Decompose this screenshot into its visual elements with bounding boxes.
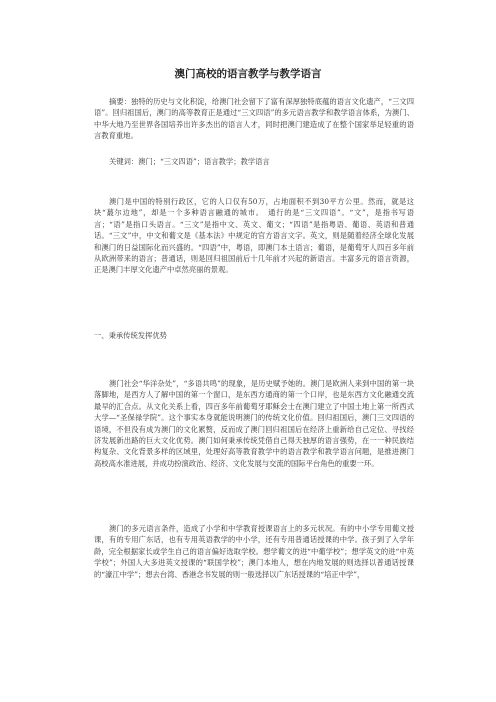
paper-title: 澳门高校的语言教学与教学语言 [174, 68, 322, 80]
section-heading: 一、秉承传统发挥优势 [94, 331, 167, 340]
body-paragraph: 澳门社会“华洋杂处”，“多语共鸣”的现象，是历史赋予她的。澳门是欧洲人来到中国的第一块落脚地，是西方人了解中国的第一个窗口，是东西方通商的第一个口岸，也是东西方文化融通交流最早的汇合点。从文化关系上看，四百多年前葡萄牙耶稣会士在澳门建立了中国土地上第一所西式大学—“圣保禄学院”。这个事实本身就能说明澳门的传统文化价值。回归祖国后，澳门三文四语的语境，不但没有成为澳门的文化累赘，反而成了澳门回归祖国后在经济上重新给自己定位、寻找经济发展新出路的巨大文化优势。澳门如何秉承传统凭借自己得天独厚的语言强势，在一一种民族结构复杂、文化背景多样的区域里，处理好高等教育教学中的语言教学和教学语言问题，是推进澳门高校高水准进展，并成功扮演政治、经济、文化发展与交流的国际平台角色的重要一环。 [94, 379, 414, 468]
body-paragraph: 澳门的多元语言条件，造成了小学和中学教育授课语言上的多元状况。有的中小学专用葡文授课，有的专用广东话，也有专用英语教学的中小学，还有专用普通话授课的中学。孩子到了入学年龄，完全根据家长或学生自己的语言偏好选取学校。想学葡文的进“中葡学校”；想学英文的进“中英学校”；外国人大多进英文授课的“联国学校”；澳门本地人，想在内地发展的则选择以普通话授课的“濠江中学”；想去台湾、香港念书发展的则一般选择以广东话授课的“培正中学”， [94, 524, 414, 579]
abstract: 摘要：独特的历史与文化积淀，给澳门社会留下了富有深厚独特底蕴的语言文化遗产，“三文四语”。回归祖国后，澳门的高等教育正是通过“三文四语”的多元语言教学和教学语言体系，为澳门、中华大地乃至世界各国培养出许多杰出的语言人才，同时把澳门建造成了在整个国家举足轻重的语言教育重地。 [94, 97, 414, 141]
body-paragraph: 澳门是中国的特别行政区，它的人口仅有50万，占地面积不到30平方公里。然而，就是这块“蕞尔边地”，却是一个多种语言融通的城市。 通行的是“三文四语”。“文”，是指书写语言；“语”是指口头语言。“三文”是指中文、英文、葡文；“四语”是指粤语、葡语、英语和普通话。“三文”中，中文和葡文是《基本法》中规定的官方语言文字。英文，则是随着经济全球化发展和澳门的日益国际化而兴盛的。“四语”中，粤语，即澳门本土语言；葡语，是葡萄牙人四百多年前从欧洲带来的语言；普通话，则是回归祖国前后十几年前才兴起的新语言。丰富多元的语言资源，正是澳门丰厚文化遗产中卓然亮丽的景观。 [94, 197, 414, 275]
keywords: 关键词：澳门；“三文四语”；语言教学；教学语言 [109, 157, 270, 166]
